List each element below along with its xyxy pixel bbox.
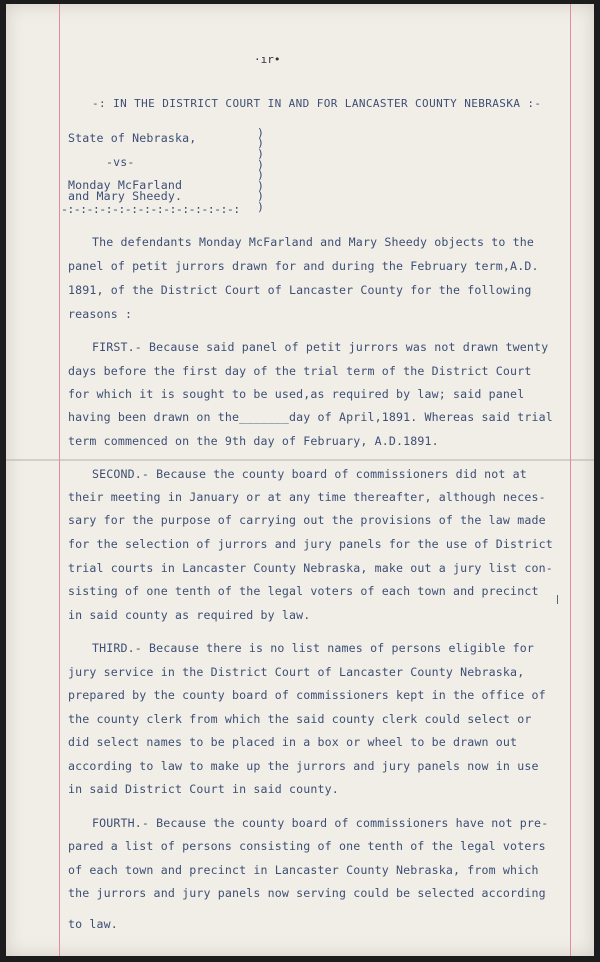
third-objection-line: THIRD.- Because there is no list names of persons eligible for bbox=[92, 641, 535, 655]
caption-bracket: ) bbox=[257, 179, 265, 193]
first-objection-line: for which it is sought to be used,as required by law; said panel bbox=[68, 387, 525, 401]
caption-bracket: ) bbox=[257, 147, 265, 161]
fourth-objection-line: FOURTH.- Because the county board of commissioners have not pre- bbox=[92, 816, 549, 830]
caption-bracket: ) bbox=[257, 126, 265, 140]
fourth-objection-line: the jurrors and jury panels now serving could be selected according bbox=[68, 886, 546, 900]
third-objection-line: jury service in the District Court of Lancaster County Nebraska, bbox=[68, 665, 525, 679]
top-ink-mark: ·ır• bbox=[254, 53, 281, 66]
document-page bbox=[6, 4, 594, 956]
intro-line: 1891, of the District Court of Lancaster County for the following bbox=[68, 283, 532, 297]
fourth-objection-line: of each town and precinct in Lancaster County Nebraska, from which bbox=[68, 863, 539, 877]
left-margin-rule bbox=[59, 4, 60, 956]
third-objection-line: in said District Court in said county. bbox=[68, 782, 339, 796]
second-objection-line: sisting of one tenth of the legal voters of each town and precinct bbox=[68, 584, 539, 598]
caption-plaintiff: State of Nebraska, bbox=[68, 131, 197, 145]
fourth-objection-line: to law. bbox=[68, 917, 118, 931]
third-objection-line: did select names to be placed in a box or wheel to be drawn out bbox=[68, 735, 518, 749]
court-heading: -: IN THE DISTRICT COURT IN AND FOR LANCASTER COUNTY NEBRASKA :- bbox=[92, 97, 542, 110]
first-objection-line: days before the first day of the trial term of the District Court bbox=[68, 364, 532, 378]
caption-versus: -vs- bbox=[106, 155, 135, 169]
ink-tick-mark bbox=[557, 595, 558, 604]
first-objection-line: FIRST.- Because said panel of petit jurrors was not drawn twenty bbox=[92, 340, 549, 354]
third-objection-line: prepared by the county board of commissioners kept in the office of bbox=[68, 688, 546, 702]
caption-defendant-line-2: and Mary Sheedy. bbox=[68, 189, 183, 203]
paper-fold-line bbox=[6, 459, 594, 461]
second-objection-line: their meeting in January or at any time thereafter, although neces- bbox=[68, 490, 546, 504]
caption-bracket: ) bbox=[257, 189, 265, 203]
right-margin-rule bbox=[570, 4, 571, 956]
caption-bracket: ) bbox=[257, 200, 265, 214]
intro-line: The defendants Monday McFarland and Mary Sheedy objects to the bbox=[92, 235, 535, 249]
intro-line: reasons : bbox=[68, 307, 133, 321]
first-objection-line: having been drawn on the_______day of April,1891. Whereas said trial bbox=[68, 410, 553, 424]
third-objection-line: according to law to make up the jurrors and jury panels now in use bbox=[68, 759, 539, 773]
first-objection-line: term commenced on the 9th day of February, A.D.1891. bbox=[68, 434, 439, 448]
second-objection-line: trial courts in Lancaster County Nebraska, make out a jury list con- bbox=[68, 561, 553, 575]
caption-bracket: ) bbox=[257, 136, 265, 150]
caption-defendant-line-1: Monday McFarland bbox=[68, 178, 183, 192]
second-objection-line: SECOND.- Because the county board of commissioners did not at bbox=[92, 467, 527, 481]
second-objection-line: for the selection of jurrors and jury panels for the use of District bbox=[68, 537, 553, 551]
intro-line: panel of petit jurrors drawn for and during the February term,A.D. bbox=[68, 259, 539, 273]
third-objection-line: the county clerk from which the said county clerk could select or bbox=[68, 712, 532, 726]
caption-bracket: ) bbox=[257, 168, 265, 182]
second-objection-line: in said county as required by law. bbox=[68, 608, 311, 622]
fourth-objection-line: pared a list of persons consisting of one tenth of the legal voters bbox=[68, 839, 546, 853]
second-objection-line: sary for the purpose of carrying out the provisions of the law made bbox=[68, 513, 546, 527]
caption-separator: -:-:-:-:-:-:-:-:-:-:-:-:-:-: bbox=[61, 202, 240, 216]
caption-bracket: ) bbox=[257, 158, 265, 172]
